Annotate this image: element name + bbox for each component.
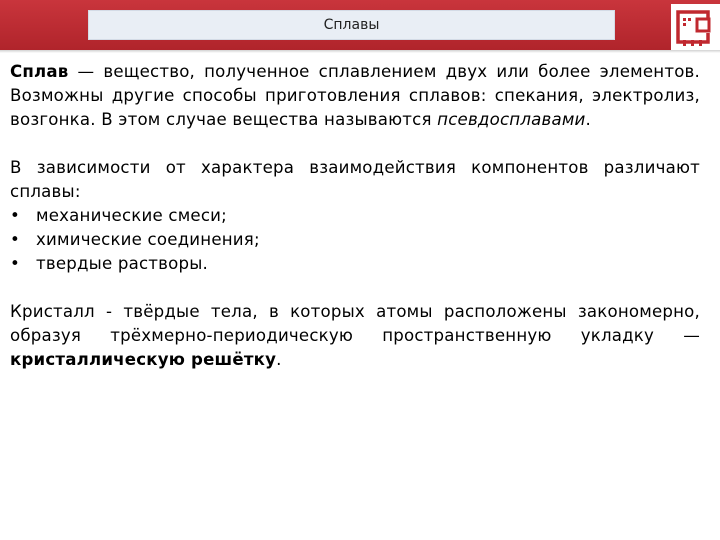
slide-content (10, 60, 700, 372)
paragraph-crystal-definition (10, 300, 700, 372)
list-item-text: твердые растворы. (36, 254, 208, 273)
period: . (276, 350, 282, 369)
logo-svg (671, 4, 720, 50)
dash: — (68, 62, 104, 81)
list-item-text: механические смеси; (36, 206, 227, 225)
bullet-icon: • (10, 230, 20, 249)
header-shadow (0, 50, 720, 53)
list-item (10, 204, 700, 228)
term-alloy: Сплав (10, 62, 69, 81)
paragraph-classification: В зависимости от характера взаимодействия компонентов различают сплавы: (10, 158, 700, 201)
list-item-text: химические соединения; (36, 230, 260, 249)
slide-title (88, 10, 615, 40)
slide-title-text: Сплавы (323, 17, 380, 33)
paragraph-alloy-definition (10, 60, 700, 132)
crystal-text: Кристалл - твёрдые тела, в которых атомы расположены закономерно, образуя трёхмерно-периодическую пространственную укладку — (10, 302, 700, 345)
list-item (10, 228, 700, 252)
period: . (585, 110, 592, 129)
definition-text: вещество, полученное сплавлением двух или более элементов. Возможны другие способы приготовления сплавов: спекания, электролиз, возгонка. В этом случае вещества называются (10, 62, 700, 129)
list-item (10, 252, 700, 276)
bullet-icon: • (10, 254, 20, 273)
pixel-robot-logo-icon (671, 4, 720, 50)
bullet-icon: • (10, 206, 20, 225)
term-pseudoalloys: псевдосплавами (437, 110, 586, 129)
term-crystal-lattice: кристаллическую решётку (10, 350, 277, 369)
